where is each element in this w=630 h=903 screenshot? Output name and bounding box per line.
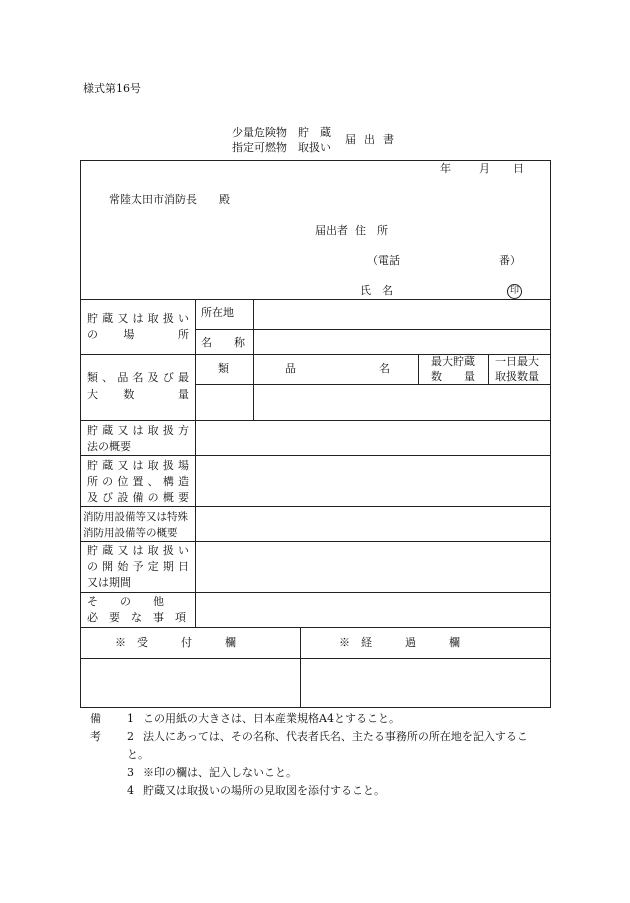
facility-label-3: 及び設備の概要 bbox=[87, 491, 189, 504]
divider bbox=[195, 299, 196, 627]
date-month: 月 bbox=[479, 162, 490, 175]
col-item-b: 名 bbox=[379, 362, 390, 375]
note-text: 法人にあっては、その名称、代表者氏名、主たる事務所の所在地を記入するこ bbox=[143, 730, 528, 743]
divider bbox=[488, 354, 489, 384]
phone-open: （電話 bbox=[367, 254, 400, 267]
address-field-label: 所在地 bbox=[201, 306, 234, 319]
note-num: 1 bbox=[127, 712, 134, 725]
form-frame bbox=[80, 160, 551, 708]
divider bbox=[81, 299, 551, 300]
method-label-2: 法の概要 bbox=[87, 440, 131, 453]
note-num: 3 bbox=[127, 766, 134, 779]
divider bbox=[81, 592, 551, 593]
fire-label-1: 消防用設備等又は特殊 bbox=[83, 511, 188, 523]
fire-label-2: 消防用設備等の概要 bbox=[83, 527, 178, 539]
title-line-1: 少量危険物 貯 蔵 bbox=[232, 126, 331, 139]
divider bbox=[81, 658, 551, 659]
divider bbox=[300, 627, 301, 708]
addressee: 常陸太田市消防長 殿 bbox=[109, 193, 230, 206]
col-daily-2: 取扱数量 bbox=[495, 370, 539, 383]
divider bbox=[81, 506, 551, 507]
note-num: 2 bbox=[127, 730, 134, 743]
schedule-label-3: 又は期間 bbox=[87, 576, 131, 589]
col-max-1: 最大貯蔵 bbox=[431, 355, 475, 368]
facility-label-1: 貯蔵又は取扱場 bbox=[87, 459, 189, 472]
facility-label-2: 所の位置、構造 bbox=[87, 475, 189, 488]
reception-header: ※ 受 付 欄 bbox=[115, 636, 236, 649]
date-year: 年 bbox=[440, 162, 451, 175]
schedule-label-2: の開始予定期日 bbox=[87, 560, 189, 573]
divider bbox=[81, 354, 551, 355]
col-item-a: 品 bbox=[285, 362, 296, 375]
form-title bbox=[232, 124, 422, 160]
seal-mark: 印 bbox=[507, 284, 522, 299]
divider bbox=[81, 420, 551, 421]
divider bbox=[253, 354, 254, 420]
form-number: 様式第16号 bbox=[83, 82, 141, 95]
notes-head: 備考 bbox=[90, 712, 101, 743]
schedule-label-1: 貯蔵又は取扱い bbox=[87, 544, 189, 557]
note-text: この用紙の大きさは、日本産業規格A4とすること。 bbox=[143, 712, 400, 725]
col-daily-1: 一日最大 bbox=[495, 355, 539, 368]
location-label-2: の 場 所 bbox=[87, 328, 189, 341]
title-line-2: 指定可燃物 取扱い bbox=[232, 141, 331, 154]
note-text: ※印の欄は、記入しないこと。 bbox=[143, 766, 297, 779]
other-label-2: 必 要 な 事 項 bbox=[87, 611, 186, 624]
note-text: 貯蔵又は取扱いの場所の見取図を添付すること。 bbox=[143, 784, 385, 797]
name-field-label: 名 称 bbox=[201, 336, 245, 349]
phone-close: 番） bbox=[499, 254, 521, 267]
note-num: 4 bbox=[127, 784, 134, 797]
items-label-1: 類、品名及び最 bbox=[87, 371, 189, 384]
divider bbox=[81, 541, 551, 542]
col-max-2: 数 量 bbox=[431, 370, 475, 383]
divider bbox=[195, 329, 551, 330]
date-day: 日 bbox=[513, 162, 524, 175]
progress-header: ※ 経 過 欄 bbox=[339, 636, 460, 649]
location-label-1: 貯蔵又は取扱い bbox=[87, 312, 189, 325]
divider bbox=[81, 455, 551, 456]
items-label-2: 大 数 量 bbox=[87, 388, 189, 401]
applicant-label: 届出者 bbox=[315, 224, 348, 237]
title-main: 届出書 bbox=[345, 133, 402, 146]
divider bbox=[253, 299, 254, 354]
address-label: 住 所 bbox=[355, 224, 388, 237]
other-label-1: そ の 他 bbox=[87, 595, 164, 608]
note-continuation: と。 bbox=[127, 748, 149, 761]
divider bbox=[418, 354, 419, 384]
col-class: 類 bbox=[218, 362, 229, 375]
method-label-1: 貯蔵又は取扱方 bbox=[87, 424, 189, 437]
name-label: 氏 名 bbox=[360, 284, 393, 297]
divider bbox=[81, 627, 551, 628]
